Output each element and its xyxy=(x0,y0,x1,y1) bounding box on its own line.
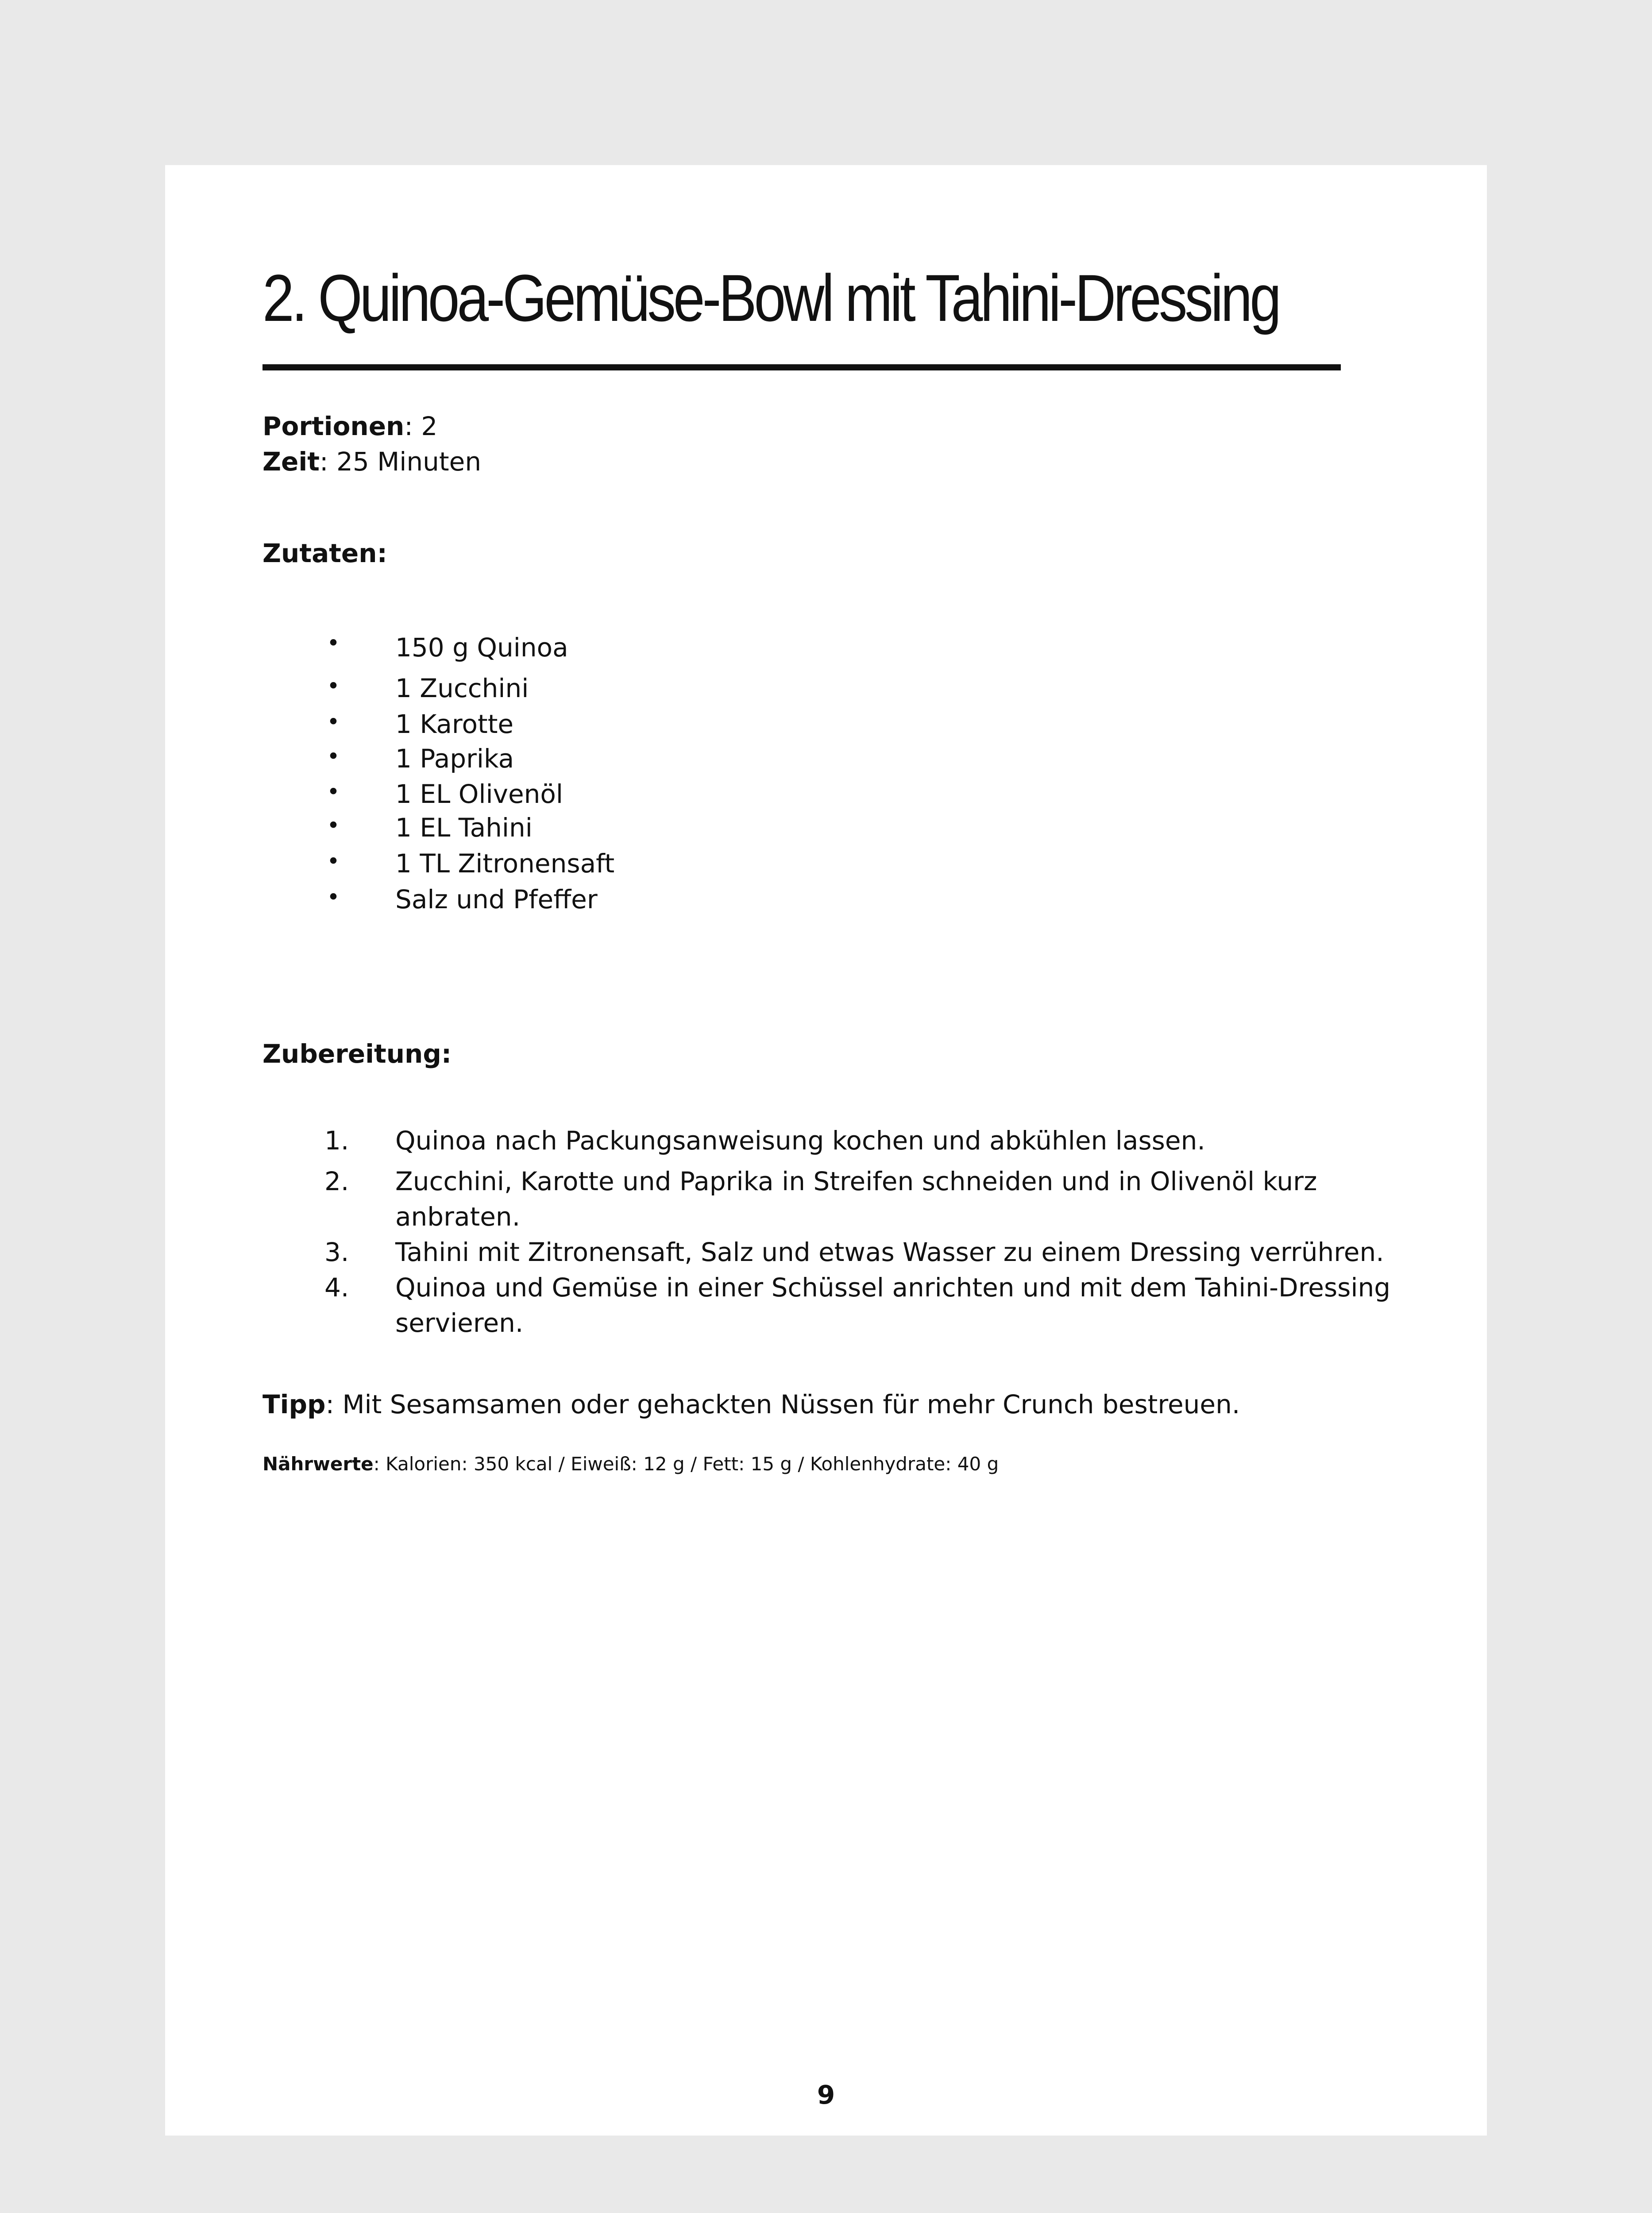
list-item: 1 Karotte xyxy=(395,709,514,739)
nutrition-label: Nährwerte xyxy=(262,1453,374,1475)
list-bullet: • xyxy=(327,779,340,805)
portions-value: : 2 xyxy=(404,411,438,441)
time-label: Zeit xyxy=(262,447,320,477)
list-item: 150 g Quinoa xyxy=(395,632,568,663)
portions-line xyxy=(262,409,437,444)
recipe-title: 2. Quinoa-Gemüse-Bowl mit Tahini-Dressing xyxy=(262,261,1279,335)
nutrition-line xyxy=(262,1451,999,1477)
list-item: Salz und Pfeffer xyxy=(395,884,598,914)
list-item: 1 EL Olivenöl xyxy=(395,779,563,809)
step-text: Quinoa nach Packungsanweisung kochen und abkühlen lassen. xyxy=(395,1126,1205,1156)
list-bullet: • xyxy=(327,673,340,699)
list-item: 1 TL Zitronensaft xyxy=(395,848,615,879)
step-number: 3. xyxy=(324,1237,349,1267)
portions-label: Portionen xyxy=(262,411,405,441)
list-item: 1 EL Tahini xyxy=(395,813,533,843)
time-value: : 25 Minuten xyxy=(320,447,482,477)
step-number: 2. xyxy=(324,1166,349,1196)
title-underline xyxy=(262,364,1341,370)
list-bullet: • xyxy=(327,744,340,769)
list-item: 1 Paprika xyxy=(395,744,514,774)
time-line xyxy=(262,444,481,479)
nutrition-text: : Kalorien: 350 kcal / Eiweiß: 12 g / Fett: 15 g / Kohlenhydrate: 40 g xyxy=(373,1453,999,1475)
tip-line xyxy=(262,1387,1240,1422)
step-text: Zucchini, Karotte und Paprika in Streifen schneiden und in Olivenöl kurz anbraten. xyxy=(395,1166,1317,1232)
page-number: 9 xyxy=(817,2080,835,2110)
list-bullet: • xyxy=(327,848,340,874)
tip-text: : Mit Sesamsamen oder gehackten Nüssen für mehr Crunch bestreuen. xyxy=(325,1389,1240,1419)
step-text: Quinoa und Gemüse in einer Schüssel anrichten und mit dem Tahini-Dressing servieren. xyxy=(395,1272,1391,1338)
tip-label: Tipp xyxy=(262,1389,326,1419)
step-number: 4. xyxy=(324,1272,349,1303)
document-page xyxy=(165,165,1487,2136)
list-bullet: • xyxy=(327,813,340,838)
ingredients-heading: Zutaten: xyxy=(262,538,387,568)
list-bullet: • xyxy=(327,884,340,910)
list-item: 1 Zucchini xyxy=(395,673,529,703)
list-bullet: • xyxy=(327,630,340,656)
step-number: 1. xyxy=(324,1126,349,1156)
list-bullet: • xyxy=(327,709,340,735)
preparation-heading: Zubereitung: xyxy=(262,1039,452,1069)
step-text: Tahini mit Zitronensaft, Salz und etwas Wasser zu einem Dressing verrühren. xyxy=(395,1237,1384,1267)
